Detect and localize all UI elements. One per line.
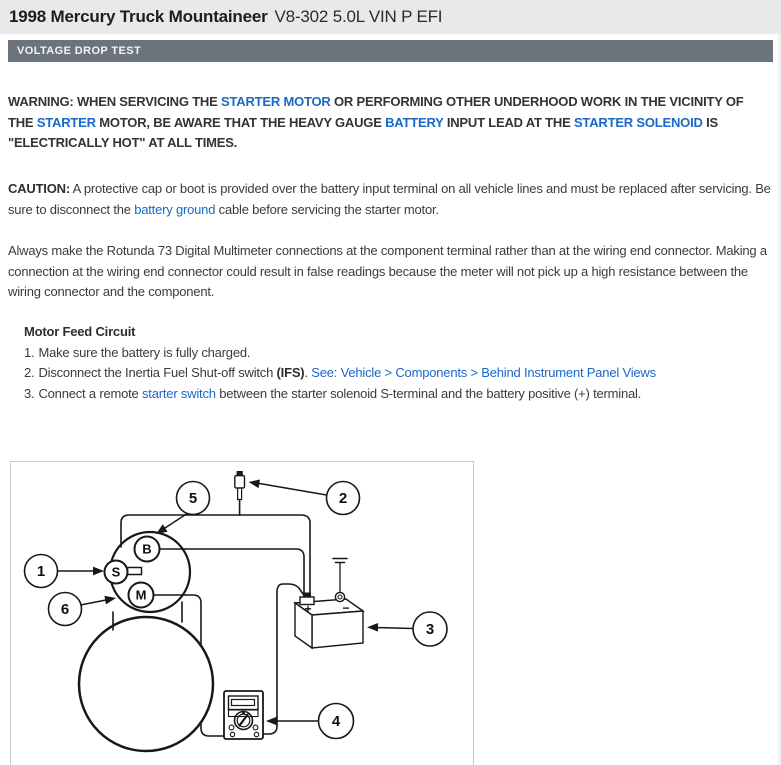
starter-solenoid-link[interactable]: STARTER SOLENOID bbox=[573, 114, 703, 130]
callout-5 bbox=[156, 482, 210, 535]
callout-6 bbox=[49, 593, 117, 626]
battery bbox=[295, 592, 363, 648]
vehicle-title: 1998 Mercury Truck Mountaineer bbox=[9, 7, 268, 26]
callout-4 bbox=[266, 704, 354, 739]
motor-feed-section bbox=[24, 322, 772, 404]
callout-5-number: 5 bbox=[188, 490, 198, 508]
starter-motor-circle bbox=[79, 617, 213, 751]
starter-motor-link[interactable]: STARTER MOTOR bbox=[221, 94, 331, 109]
warning-text: WARNING: WHEN SERVICING THE bbox=[8, 94, 222, 109]
callout-1 bbox=[25, 555, 105, 588]
list-item bbox=[24, 384, 772, 405]
caution-text: A protective cap or boot is provided over the battery input terminal on all vehicle lines and must be replaced after servicing. Be sure to disconnect the bbox=[8, 181, 771, 217]
item-text: Connect a remote bbox=[38, 385, 142, 401]
warning-paragraph bbox=[8, 92, 772, 154]
vehicle-subtitle: V8-302 5.0L VIN P EFI bbox=[274, 7, 443, 26]
m-terminal-letter: M bbox=[135, 587, 147, 603]
list-item bbox=[24, 363, 772, 384]
warning-text: OR PERFORMING OTHER UNDERHOOD WORK IN THE VICINITY OF THE bbox=[8, 94, 744, 130]
ifs-abbrev: (IFS) bbox=[276, 365, 305, 380]
item-number: 1. bbox=[24, 344, 35, 360]
s-terminal-letter: S bbox=[111, 564, 121, 580]
item-number: 3. bbox=[24, 385, 35, 401]
multimeter bbox=[224, 691, 263, 739]
see-vehicle-components-link[interactable]: See: Vehicle > Components > Behind Instrument Panel Views bbox=[311, 365, 656, 380]
list-item bbox=[24, 343, 772, 364]
note-paragraph: Always make the Rotunda 73 Digital Multimeter connections at the component terminal rather than at the wiring end connector. Making a connection at the wiring end connector could result in false readings because the meter will not pick up a high resistance between the wiring connector and the component. bbox=[8, 243, 767, 299]
terminal-m bbox=[129, 583, 154, 608]
callout-4-number: 4 bbox=[331, 713, 341, 731]
motor-feed-heading: Motor Feed Circuit bbox=[24, 324, 136, 339]
battery-plus-label: + bbox=[304, 602, 312, 616]
battery-front-face bbox=[312, 611, 363, 648]
item-number: 2. bbox=[24, 365, 35, 380]
callout-2-number: 2 bbox=[338, 490, 348, 508]
terminal-b bbox=[135, 537, 160, 562]
item-text: between the starter solenoid S-terminal and the battery positive (+) terminal. bbox=[215, 385, 642, 401]
callout-3-number: 3 bbox=[425, 621, 435, 639]
item-text: Make sure the battery is fully charged. bbox=[38, 344, 251, 360]
circuit-diagram-figure bbox=[10, 461, 474, 765]
callout-2 bbox=[249, 480, 360, 515]
starter-switch-link[interactable]: starter switch bbox=[142, 385, 216, 401]
battery-link[interactable]: BATTERY bbox=[385, 114, 444, 130]
warning-text: IS "ELECTRICALLY HOT" AT ALL TIMES. bbox=[8, 114, 718, 150]
warning-text: INPUT LEAD AT THE bbox=[443, 114, 574, 130]
multimeter-body bbox=[224, 691, 263, 739]
voltage-drop-test-diagram bbox=[11, 462, 473, 764]
section-title: VOLTAGE DROP TEST bbox=[17, 45, 142, 57]
b-terminal-letter: B bbox=[142, 541, 152, 557]
warning-text: MOTOR, BE AWARE THAT THE HEAVY GAUGE bbox=[95, 114, 386, 130]
callout-3 bbox=[367, 612, 447, 646]
callout-6-number: 6 bbox=[60, 601, 70, 619]
caution-paragraph bbox=[8, 179, 772, 220]
section-title-bar bbox=[8, 40, 773, 62]
starter-link[interactable]: STARTER bbox=[36, 114, 96, 130]
s-terminal-tab bbox=[128, 568, 142, 575]
ground-symbol bbox=[333, 559, 347, 593]
callout-1-number: 1 bbox=[36, 563, 46, 581]
page-header bbox=[0, 0, 781, 34]
caution-label: CAUTION: bbox=[8, 181, 70, 196]
battery-ground-link[interactable]: battery ground bbox=[134, 201, 216, 217]
remote-switch-connector bbox=[235, 471, 245, 500]
item-text: Disconnect the Inertia Fuel Shut-off switch bbox=[38, 365, 277, 380]
battery-minus-label: − bbox=[342, 601, 350, 615]
caution-text: cable before servicing the starter motor. bbox=[215, 201, 439, 217]
item-text: . bbox=[304, 365, 312, 380]
